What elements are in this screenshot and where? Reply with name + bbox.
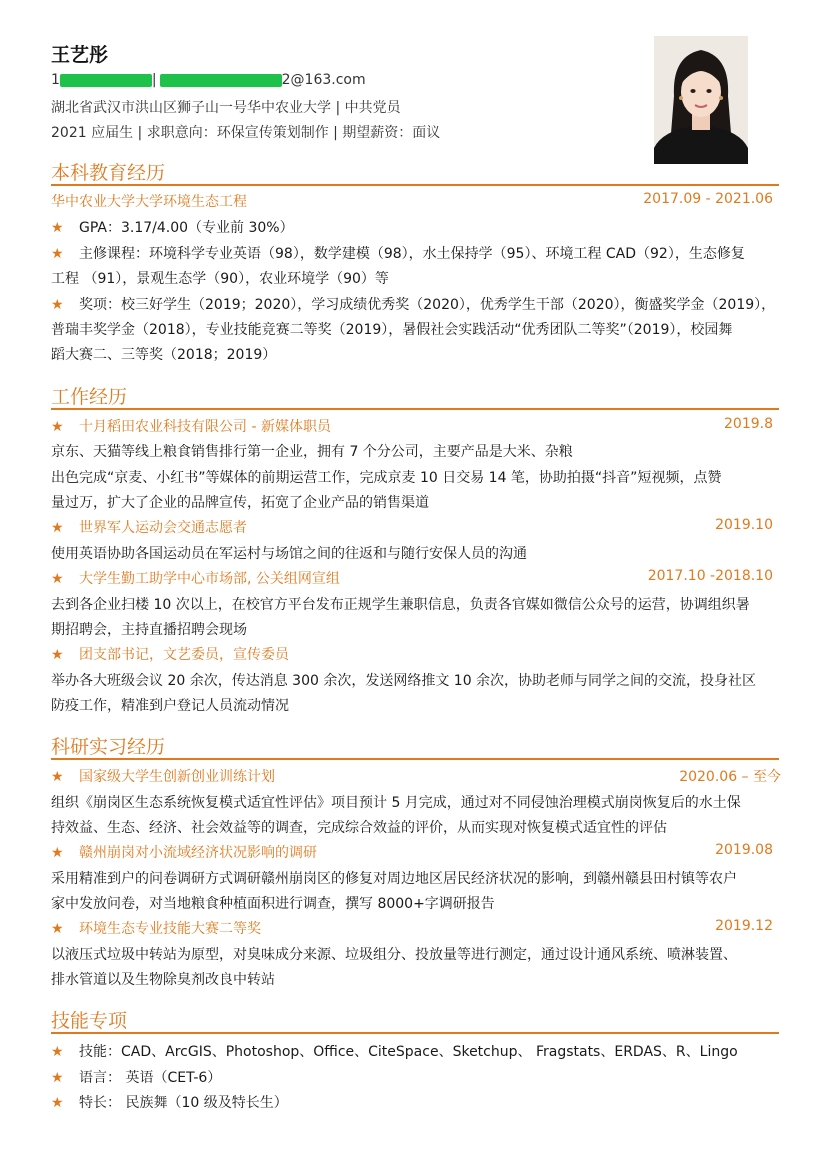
star-icon: ★ [51,647,64,663]
research-desc: 组织《崩岗区生态系统恢复模式适宜性评估》项目预计 5 月完成，通过对不同侵蚀治理模式崩岗恢复后的水土保 [51,795,741,811]
work-entry-heading [51,568,773,588]
star-icon: ★ [51,246,64,262]
education-row [51,191,773,211]
section-title-education: 本科教育经历 [51,162,166,184]
research-entry-heading [51,766,781,786]
work-desc: 防疫工作，精准到户登记人员流动情况 [51,698,289,714]
skill-item [51,1092,773,1112]
research-title: 环境生态专业技能大赛二等奖 [79,921,261,937]
work-date: 2017.10 -2018.10 [647,568,773,584]
section-title-skills: 技能专项 [51,1010,128,1032]
star-icon: ★ [51,297,64,313]
star-icon: ★ [51,769,64,785]
awards-text-cont: 蹈大赛二、三等奖（2018；2019） [51,347,277,363]
contact-line [51,72,366,88]
section-divider [51,1032,779,1034]
research-desc: 排水管道以及生物除臭剂改良中转站 [51,972,275,988]
work-role: 十月稻田农业科技有限公司 - 新媒体职员 [79,419,331,435]
star-icon: ★ [51,571,64,587]
work-desc: 举办各大班级会议 20 余次，传达消息 300 余次，发送网络推文 10 余次，协助老师与同学之间的交流，投身社区 [51,673,757,689]
star-icon: ★ [51,1095,64,1111]
star-icon: ★ [51,520,64,536]
gpa-text: GPA：3.17/4.00（专业前 30%） [79,220,294,236]
section-title-work: 工作经历 [51,386,128,408]
work-desc: 期招聘会，主持直播招聘会现场 [51,622,247,638]
gpa-item [51,217,773,237]
education-date: 2017.09 - 2021.06 [643,191,773,207]
candidate-name: 王艺彤 [51,44,109,66]
skill-text: 特长： 民族舞（10 级及特长生） [79,1095,288,1111]
section-divider [51,184,779,186]
research-date: 2019.08 [715,842,773,858]
courses-text: 主修课程：环境科学专业英语（98），数学建模（98），水土保持学（95）、环境工程 CAD（92），生态修复 [79,246,745,262]
work-date: 2019.10 [715,517,773,533]
work-role: 大学生勤工助学中心市场部, 公关组网宣组 [79,571,340,587]
work-date: 2019.8 [724,416,773,432]
work-role: 团支部书记，文艺委员，宣传委员 [79,647,289,663]
work-entry-heading [51,416,773,436]
research-desc: 持效益、生态、经济、社会效益等的调查，完成综合效益的评价，从而实现对恢复模式适宜性的评估 [51,820,667,836]
phone-redaction [60,74,152,87]
work-entry-heading [51,517,773,537]
courses-text-cont: 工程 （91），景观生态学（90），农业环境学（90）等 [51,271,389,287]
school-name: 华中农业大学大学环境生态工程 [51,194,247,210]
research-entry-heading [51,918,773,938]
portrait-illustration [654,36,748,164]
contact-separator: | [151,72,157,88]
section-divider [51,408,779,410]
research-entry-heading [51,842,773,862]
section-divider [51,758,779,760]
courses-item [51,243,773,263]
star-icon: ★ [51,1070,64,1086]
status-line: 2021 应届生 | 求职意向：环保宣传策划制作 | 期望薪资：面议 [51,125,441,141]
research-desc: 家中发放问卷，对当地粮食种植面积进行调查，撰写 8000+字调研报告 [51,896,495,912]
research-desc: 以液压式垃圾中转站为原型，对臭味成分来源、垃圾组分、投放量等进行测定，通过设计通风系统、喷淋装置、 [51,947,737,963]
skill-item [51,1041,773,1061]
skill-text: 技能：CAD、ArcGIS、Photoshop、Office、CiteSpace、Sketchup、 Fragstats、ERDAS、R、Lingo [79,1044,738,1060]
star-icon: ★ [51,419,64,435]
address-line: 湖北省武汉市洪山区狮子山一号华中农业大学 | 中共党员 [51,100,401,116]
work-desc: 出色完成“京麦、小红书”等媒体的前期运营工作，完成京麦 10 日交易 14 笔，协助拍摄“抖音”短视频，点赞 [51,470,722,486]
work-entry-heading [51,644,773,664]
awards-text: 奖项：校三好学生（2019；2020），学习成绩优秀奖（2020），优秀学生干部（2020），衡盛奖学金（2019）， [79,297,776,313]
section-title-research: 科研实习经历 [51,736,166,758]
work-role: 世界军人运动会交通志愿者 [79,520,247,536]
work-desc: 京东、天猫等线上粮食销售排行第一企业，拥有 7 个分公司，主要产品是大米、杂粮 [51,444,573,460]
work-desc: 使用英语协助各国运动员在军运村与场馆之间的往返和与随行安保人员的沟通 [51,546,527,562]
star-icon: ★ [51,1044,64,1060]
work-desc: 量过万，扩大了企业的品牌宣传，拓宽了企业产品的销售渠道 [51,495,429,511]
skill-text: 语言： 英语（CET-6） [79,1070,222,1086]
skill-item [51,1067,773,1087]
awards-text-cont: 普瑞丰奖学金（2018），专业技能竞赛二等奖（2019），暑假社会实践活动“优秀团队二等奖”（2019），校园舞 [51,322,733,338]
research-date: 2020.06 – 至今 [679,769,781,785]
research-date: 2019.12 [715,918,773,934]
star-icon: ★ [51,220,64,236]
phone-prefix: 1 [51,72,60,88]
research-desc: 采用精准到户的问卷调研方式调研赣州崩岗区的修复对周边地区居民经济状况的影响，到赣州赣县田村镇等农户 [51,871,737,887]
profile-photo [654,36,748,164]
research-title: 国家级大学生创新创业训练计划 [79,769,275,785]
work-desc: 去到各企业扫楼 10 次以上，在校官方平台发布正规学生兼职信息，负责各官媒如微信公众号的运营，协调组织暑 [51,597,750,613]
research-title: 赣州崩岗对小流域经济状况影响的调研 [79,845,317,861]
email-redaction [160,74,282,87]
star-icon: ★ [51,845,64,861]
star-icon: ★ [51,921,64,937]
awards-item [51,294,776,314]
email-suffix: 2@163.com [281,72,366,88]
